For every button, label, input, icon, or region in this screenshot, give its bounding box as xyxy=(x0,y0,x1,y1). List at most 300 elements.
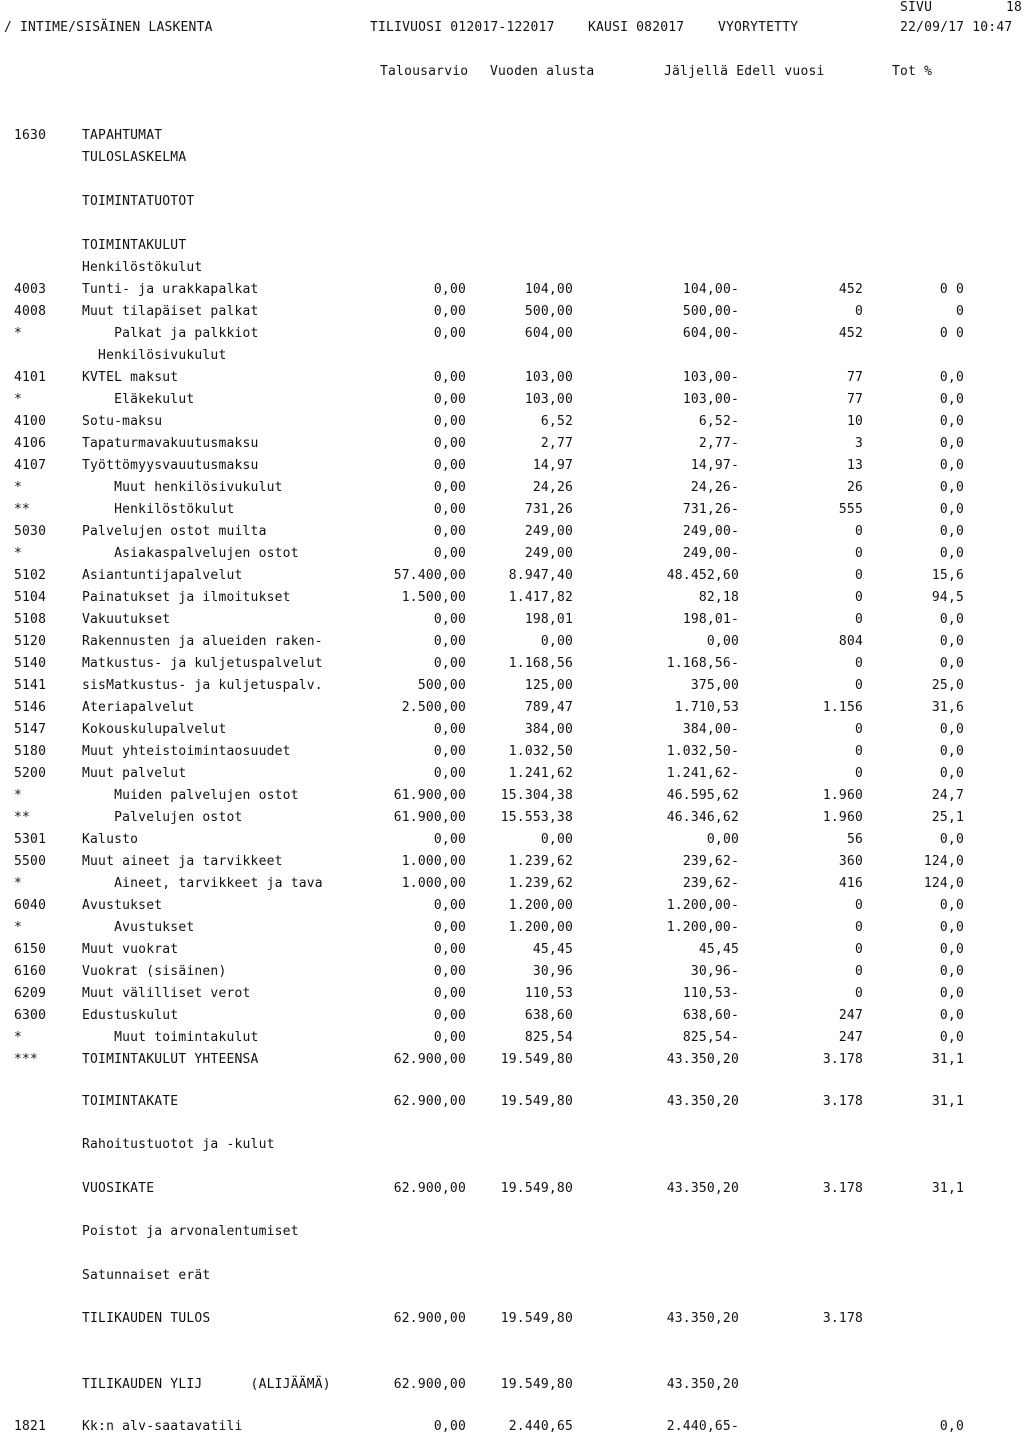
ytd-value: 1.239,62 xyxy=(508,854,573,869)
account-name: TILIKAUDEN YLIJ (ALIJÄÄMÄ) xyxy=(82,1377,331,1392)
account-code: 4107 xyxy=(14,458,47,473)
account-name: Eläkekulut xyxy=(82,392,195,407)
account-name: Työttömyysvauutusmaksu xyxy=(82,458,259,473)
table-row xyxy=(0,480,1024,496)
total-pct-value: 0,0 xyxy=(939,1419,964,1434)
account-name: Poistot ja arvonalentumiset xyxy=(82,1224,299,1239)
remaining-value: 6,52- xyxy=(698,414,739,429)
ytd-value: 103,00 xyxy=(524,370,573,385)
account-code: * xyxy=(14,480,23,495)
account-name: Muut yhteistoimintaosuudet xyxy=(82,744,291,759)
total-pct-value: 94,5 xyxy=(931,590,964,605)
col-header-ytd: Vuoden alusta xyxy=(490,64,595,79)
account-code: 6160 xyxy=(14,964,47,979)
account-name: Avustukset xyxy=(82,898,163,913)
budget-value: 0,00 xyxy=(433,722,466,737)
table-row xyxy=(0,282,1024,298)
prev-year-value: 0 xyxy=(854,656,863,671)
total-pct-value: 25,0 xyxy=(931,678,964,693)
prev-year-value: 3.178 xyxy=(822,1181,863,1196)
total-pct-value: 31,1 xyxy=(931,1052,964,1067)
account-code: 1821 xyxy=(14,1419,47,1434)
remaining-value: 14,97- xyxy=(690,458,739,473)
table-row xyxy=(0,612,1024,628)
page-number: 18 xyxy=(1006,0,1023,15)
remaining-value: 249,00- xyxy=(682,524,739,539)
budget-value: 0,00 xyxy=(433,480,466,495)
total-pct-value: 0,0 xyxy=(939,920,964,935)
remaining-value: 239,62- xyxy=(682,854,739,869)
prev-year-value: 0 xyxy=(854,964,863,979)
remaining-value: 104,00- xyxy=(682,282,739,297)
col-header-pct: Tot % xyxy=(892,64,933,79)
remaining-value: 43.350,20 xyxy=(666,1094,739,1109)
account-code: 4003 xyxy=(14,282,47,297)
account-name: Henkilösivukulut xyxy=(82,348,227,363)
account-name: TILIKAUDEN TULOS xyxy=(82,1311,211,1326)
account-code: 5147 xyxy=(14,722,47,737)
allocation-status: VYORYTETTY xyxy=(718,20,799,35)
budget-value: 61.900,00 xyxy=(393,788,466,803)
ytd-value: 731,26 xyxy=(524,502,573,517)
ytd-value: 825,54 xyxy=(524,1030,573,1045)
budget-value: 0,00 xyxy=(433,392,466,407)
table-row xyxy=(0,1377,1024,1393)
prev-year-value: 26 xyxy=(846,480,863,495)
total-pct-value: 0,0 xyxy=(939,744,964,759)
budget-value: 1.500,00 xyxy=(401,590,466,605)
table-row xyxy=(0,634,1024,650)
budget-value: 0,00 xyxy=(433,744,466,759)
prev-year-value: 0 xyxy=(854,590,863,605)
total-pct-value: 31,1 xyxy=(931,1094,964,1109)
budget-value: 0,00 xyxy=(433,458,466,473)
account-code: 4106 xyxy=(14,436,47,451)
remaining-value: 0,00 xyxy=(706,832,739,847)
remaining-value: 43.350,20 xyxy=(666,1377,739,1392)
prev-year-value: 0 xyxy=(854,744,863,759)
account-code: 5146 xyxy=(14,700,47,715)
ytd-value: 19.549,80 xyxy=(500,1311,573,1326)
total-pct-value: 31,1 xyxy=(931,1181,964,1196)
budget-value: 0,00 xyxy=(433,634,466,649)
table-row xyxy=(0,986,1024,1002)
ytd-value: 15.304,38 xyxy=(500,788,573,803)
prev-year-value: 3.178 xyxy=(822,1094,863,1109)
table-row xyxy=(0,656,1024,672)
remaining-value: 198,01- xyxy=(682,612,739,627)
remaining-value: 1.032,50- xyxy=(666,744,739,759)
prev-year-value: 555 xyxy=(838,502,863,517)
account-name: Tunti- ja urakkapalkat xyxy=(82,282,259,297)
account-code: ** xyxy=(14,502,31,517)
remaining-value: 43.350,20 xyxy=(666,1181,739,1196)
account-code: 5104 xyxy=(14,590,47,605)
account-name: Sotu-maksu xyxy=(82,414,163,429)
account-name: TOIMINTAKULUT xyxy=(82,238,187,253)
total-pct-value: 0 0 xyxy=(939,326,964,341)
account-name: Muiden palvelujen ostot xyxy=(82,788,299,803)
account-name: Satunnaiset erät xyxy=(82,1268,211,1283)
total-pct-value: 0,0 xyxy=(939,964,964,979)
account-name: Vakuutukset xyxy=(82,612,171,627)
ytd-value: 19.549,80 xyxy=(500,1052,573,1067)
account-name: Avustukset xyxy=(82,920,195,935)
total-pct-value: 0,0 xyxy=(939,722,964,737)
table-row xyxy=(0,1181,1024,1197)
budget-value: 0,00 xyxy=(433,524,466,539)
prev-year-value: 0 xyxy=(854,986,863,1001)
account-name: Asiantuntijapalvelut xyxy=(82,568,243,583)
prev-year-value: 3.178 xyxy=(822,1311,863,1326)
total-pct-value: 0,0 xyxy=(939,458,964,473)
remaining-value: 239,62- xyxy=(682,876,739,891)
ytd-value: 19.549,80 xyxy=(500,1094,573,1109)
table-row xyxy=(0,568,1024,584)
budget-value: 62.900,00 xyxy=(393,1311,466,1326)
prev-year-value: 452 xyxy=(838,326,863,341)
table-row xyxy=(0,458,1024,474)
table-row xyxy=(0,1268,1024,1284)
remaining-value: 1.168,56- xyxy=(666,656,739,671)
account-name: Muut henkilösivukulut xyxy=(82,480,283,495)
budget-value: 62.900,00 xyxy=(393,1052,466,1067)
ytd-value: 500,00 xyxy=(524,304,573,319)
ytd-value: 110,53 xyxy=(524,986,573,1001)
budget-value: 0,00 xyxy=(433,920,466,935)
total-pct-value: 0,0 xyxy=(939,1008,964,1023)
table-row xyxy=(0,744,1024,760)
account-name: Aineet, tarvikkeet ja tava xyxy=(82,876,323,891)
prev-year-value: 247 xyxy=(838,1008,863,1023)
account-name: Tapaturmavakuutusmaksu xyxy=(82,436,259,451)
table-row xyxy=(0,502,1024,518)
table-row xyxy=(0,898,1024,914)
table-row xyxy=(0,1094,1024,1110)
table-row xyxy=(0,370,1024,386)
ytd-value: 198,01 xyxy=(524,612,573,627)
account-code: 5030 xyxy=(14,524,47,539)
budget-value: 62.900,00 xyxy=(393,1377,466,1392)
report-title: INTIME/SISÄINEN LASKENTA xyxy=(20,20,213,35)
account-code: 6150 xyxy=(14,942,47,957)
account-code: *** xyxy=(14,1052,39,1067)
account-code: * xyxy=(14,876,23,891)
ytd-value: 8.947,40 xyxy=(508,568,573,583)
ytd-value: 2,77 xyxy=(540,436,573,451)
budget-value: 500,00 xyxy=(417,678,466,693)
table-row xyxy=(0,436,1024,452)
table-row xyxy=(0,392,1024,408)
table-row xyxy=(0,854,1024,870)
remaining-value: 1.710,53 xyxy=(674,700,739,715)
budget-value: 0,00 xyxy=(433,1419,466,1434)
total-pct-value: 0,0 xyxy=(939,502,964,517)
account-code: 4008 xyxy=(14,304,47,319)
budget-value: 0,00 xyxy=(433,436,466,451)
budget-value: 62.900,00 xyxy=(393,1094,466,1109)
account-name: TAPAHTUMAT xyxy=(82,128,163,143)
total-pct-value: 124,0 xyxy=(923,854,964,869)
table-row xyxy=(0,348,1024,364)
prev-year-value: 3 xyxy=(854,436,863,451)
table-row xyxy=(0,678,1024,694)
account-name: TOIMINTAKATE xyxy=(82,1094,179,1109)
account-name: Ateriapalvelut xyxy=(82,700,195,715)
total-pct-value: 0,0 xyxy=(939,832,964,847)
account-name: Palvelujen ostot muilta xyxy=(82,524,267,539)
prev-year-value: 247 xyxy=(838,1030,863,1045)
total-pct-value: 0,0 xyxy=(939,986,964,1001)
total-pct-value: 0,0 xyxy=(939,634,964,649)
prev-year-value: 3.178 xyxy=(822,1052,863,1067)
budget-value: 0,00 xyxy=(433,964,466,979)
table-row xyxy=(0,942,1024,958)
account-name: TOIMINTAKULUT YHTEENSA xyxy=(82,1052,259,1067)
ytd-value: 103,00 xyxy=(524,392,573,407)
ytd-value: 1.417,82 xyxy=(508,590,573,605)
table-row xyxy=(0,1419,1024,1435)
remaining-value: 43.350,20 xyxy=(666,1311,739,1326)
budget-value: 62.900,00 xyxy=(393,1181,466,1196)
account-code: 6040 xyxy=(14,898,47,913)
ytd-value: 24,26 xyxy=(532,480,573,495)
total-pct-value: 0,0 xyxy=(939,480,964,495)
table-row xyxy=(0,722,1024,738)
prev-year-value: 77 xyxy=(846,392,863,407)
account-name: Palkat ja palkkiot xyxy=(82,326,259,341)
account-code: * xyxy=(14,326,23,341)
total-pct-value: 31,6 xyxy=(931,700,964,715)
total-pct-value: 0,0 xyxy=(939,612,964,627)
account-name: Matkustus- ja kuljetuspalvelut xyxy=(82,656,323,671)
total-pct-value: 0,0 xyxy=(939,766,964,781)
total-pct-value: 0,0 xyxy=(939,898,964,913)
account-name: Muut palvelut xyxy=(82,766,187,781)
prev-year-value: 360 xyxy=(838,854,863,869)
ytd-value: 789,47 xyxy=(524,700,573,715)
prev-year-value: 0 xyxy=(854,612,863,627)
remaining-value: 638,60- xyxy=(682,1008,739,1023)
account-code: 5180 xyxy=(14,744,47,759)
account-name: Muut tilapäiset palkat xyxy=(82,304,259,319)
budget-value: 0,00 xyxy=(433,766,466,781)
prev-year-value: 1.960 xyxy=(822,788,863,803)
total-pct-value: 0,0 xyxy=(939,942,964,957)
ytd-value: 2.440,65 xyxy=(508,1419,573,1434)
budget-value: 0,00 xyxy=(433,326,466,341)
table-row xyxy=(0,876,1024,892)
prev-year-value: 0 xyxy=(854,678,863,693)
account-code: 5500 xyxy=(14,854,47,869)
ytd-value: 249,00 xyxy=(524,546,573,561)
remaining-value: 731,26- xyxy=(682,502,739,517)
budget-value: 0,00 xyxy=(433,1030,466,1045)
ytd-value: 104,00 xyxy=(524,282,573,297)
budget-value: 0,00 xyxy=(433,546,466,561)
account-code: * xyxy=(14,1030,23,1045)
table-row xyxy=(0,832,1024,848)
account-name: Henkilöstökulut xyxy=(82,260,203,275)
remaining-value: 1.200,00- xyxy=(666,920,739,935)
budget-value: 0,00 xyxy=(433,370,466,385)
table-row xyxy=(0,238,1024,254)
prev-year-value: 0 xyxy=(854,546,863,561)
account-code: 1630 xyxy=(14,128,47,143)
total-pct-value: 0 0 xyxy=(939,282,964,297)
remaining-value: 1.200,00- xyxy=(666,898,739,913)
budget-value: 57.400,00 xyxy=(393,568,466,583)
account-name: Henkilöstökulut xyxy=(82,502,235,517)
remaining-value: 384,00- xyxy=(682,722,739,737)
prev-year-value: 0 xyxy=(854,524,863,539)
remaining-value: 46.346,62 xyxy=(666,810,739,825)
budget-value: 0,00 xyxy=(433,1008,466,1023)
total-pct-value: 0,0 xyxy=(939,524,964,539)
remaining-value: 249,00- xyxy=(682,546,739,561)
print-datetime: 22/09/17 10:47 xyxy=(900,20,1013,35)
budget-value: 0,00 xyxy=(433,414,466,429)
account-code: 5120 xyxy=(14,634,47,649)
account-code: 6209 xyxy=(14,986,47,1001)
remaining-value: 82,18 xyxy=(698,590,739,605)
remaining-value: 500,00- xyxy=(682,304,739,319)
remaining-value: 46.595,62 xyxy=(666,788,739,803)
remaining-value: 375,00 xyxy=(690,678,739,693)
budget-value: 0,00 xyxy=(433,832,466,847)
account-name: sisMatkustus- ja kuljetuspalv. xyxy=(82,678,323,693)
account-code: 6300 xyxy=(14,1008,47,1023)
remaining-value: 30,96- xyxy=(690,964,739,979)
table-row xyxy=(0,810,1024,826)
account-name: Palvelujen ostot xyxy=(82,810,243,825)
budget-value: 0,00 xyxy=(433,898,466,913)
total-pct-value: 124,0 xyxy=(923,876,964,891)
header-mark: / xyxy=(4,20,13,35)
account-code: 5140 xyxy=(14,656,47,671)
table-row xyxy=(0,1311,1024,1327)
ytd-value: 249,00 xyxy=(524,524,573,539)
ytd-value: 384,00 xyxy=(524,722,573,737)
account-name: Kalusto xyxy=(82,832,139,847)
total-pct-value: 0 xyxy=(955,304,964,319)
ytd-value: 6,52 xyxy=(540,414,573,429)
remaining-value: 1.241,62- xyxy=(666,766,739,781)
account-code: 5108 xyxy=(14,612,47,627)
ytd-value: 0,00 xyxy=(540,832,573,847)
account-code: 4100 xyxy=(14,414,47,429)
account-name: Muut välilliset verot xyxy=(82,986,251,1001)
remaining-value: 103,00- xyxy=(682,392,739,407)
account-code: 5301 xyxy=(14,832,47,847)
total-pct-value: 0,0 xyxy=(939,414,964,429)
account-code: * xyxy=(14,920,23,935)
remaining-value: 825,54- xyxy=(682,1030,739,1045)
budget-value: 0,00 xyxy=(433,986,466,1001)
table-row xyxy=(0,1137,1024,1153)
budget-value: 61.900,00 xyxy=(393,810,466,825)
account-code: * xyxy=(14,392,23,407)
table-row xyxy=(0,414,1024,430)
ytd-value: 638,60 xyxy=(524,1008,573,1023)
table-row xyxy=(0,326,1024,342)
table-row xyxy=(0,1030,1024,1046)
prev-year-value: 0 xyxy=(854,568,863,583)
budget-value: 0,00 xyxy=(433,304,466,319)
ytd-value: 604,00 xyxy=(524,326,573,341)
ytd-value: 14,97 xyxy=(532,458,573,473)
budget-value: 0,00 xyxy=(433,656,466,671)
account-code: 5141 xyxy=(14,678,47,693)
remaining-value: 110,53- xyxy=(682,986,739,1001)
table-row xyxy=(0,766,1024,782)
account-name: TULOSLASKELMA xyxy=(82,150,187,165)
ytd-value: 1.168,56 xyxy=(508,656,573,671)
account-name: TOIMINTATUOTOT xyxy=(82,194,195,209)
budget-value: 0,00 xyxy=(433,942,466,957)
account-code: * xyxy=(14,546,23,561)
prev-year-value: 13 xyxy=(846,458,863,473)
table-row xyxy=(0,304,1024,320)
account-code: 5200 xyxy=(14,766,47,781)
prev-year-value: 77 xyxy=(846,370,863,385)
account-name: Painatukset ja ilmoitukset xyxy=(82,590,291,605)
prev-year-value: 0 xyxy=(854,920,863,935)
table-row xyxy=(0,788,1024,804)
prev-year-value: 452 xyxy=(838,282,863,297)
budget-value: 1.000,00 xyxy=(401,854,466,869)
prev-year-value: 0 xyxy=(854,898,863,913)
ytd-value: 30,96 xyxy=(532,964,573,979)
total-pct-value: 0,0 xyxy=(939,436,964,451)
table-row xyxy=(0,128,1024,144)
total-pct-value: 15,6 xyxy=(931,568,964,583)
table-row xyxy=(0,194,1024,210)
total-pct-value: 25,1 xyxy=(931,810,964,825)
total-pct-value: 0,0 xyxy=(939,1030,964,1045)
table-row xyxy=(0,590,1024,606)
ytd-value: 1.200,00 xyxy=(508,920,573,935)
remaining-value: 24,26- xyxy=(690,480,739,495)
ytd-value: 0,00 xyxy=(540,634,573,649)
table-row xyxy=(0,1008,1024,1024)
account-code: 4101 xyxy=(14,370,47,385)
table-row xyxy=(0,546,1024,562)
ytd-value: 125,00 xyxy=(524,678,573,693)
budget-value: 0,00 xyxy=(433,502,466,517)
prev-year-value: 0 xyxy=(854,304,863,319)
ytd-value: 1.239,62 xyxy=(508,876,573,891)
account-name: KVTEL maksut xyxy=(82,370,179,385)
total-pct-value: 0,0 xyxy=(939,656,964,671)
prev-year-value: 56 xyxy=(846,832,863,847)
period: KAUSI 082017 xyxy=(588,20,685,35)
table-row xyxy=(0,524,1024,540)
total-pct-value: 0,0 xyxy=(939,392,964,407)
table-row xyxy=(0,260,1024,276)
ytd-value: 45,45 xyxy=(532,942,573,957)
account-name: Edustuskulut xyxy=(82,1008,179,1023)
account-name: Muut aineet ja tarvikkeet xyxy=(82,854,283,869)
table-row xyxy=(0,1224,1024,1240)
col-header-remaining-prev: Jäljellä Edell vuosi xyxy=(664,64,825,79)
account-name: Muut toimintakulut xyxy=(82,1030,259,1045)
remaining-value: 604,00- xyxy=(682,326,739,341)
col-header-budget: Talousarvio xyxy=(380,64,469,79)
ytd-value: 19.549,80 xyxy=(500,1377,573,1392)
table-row xyxy=(0,964,1024,980)
table-row xyxy=(0,920,1024,936)
